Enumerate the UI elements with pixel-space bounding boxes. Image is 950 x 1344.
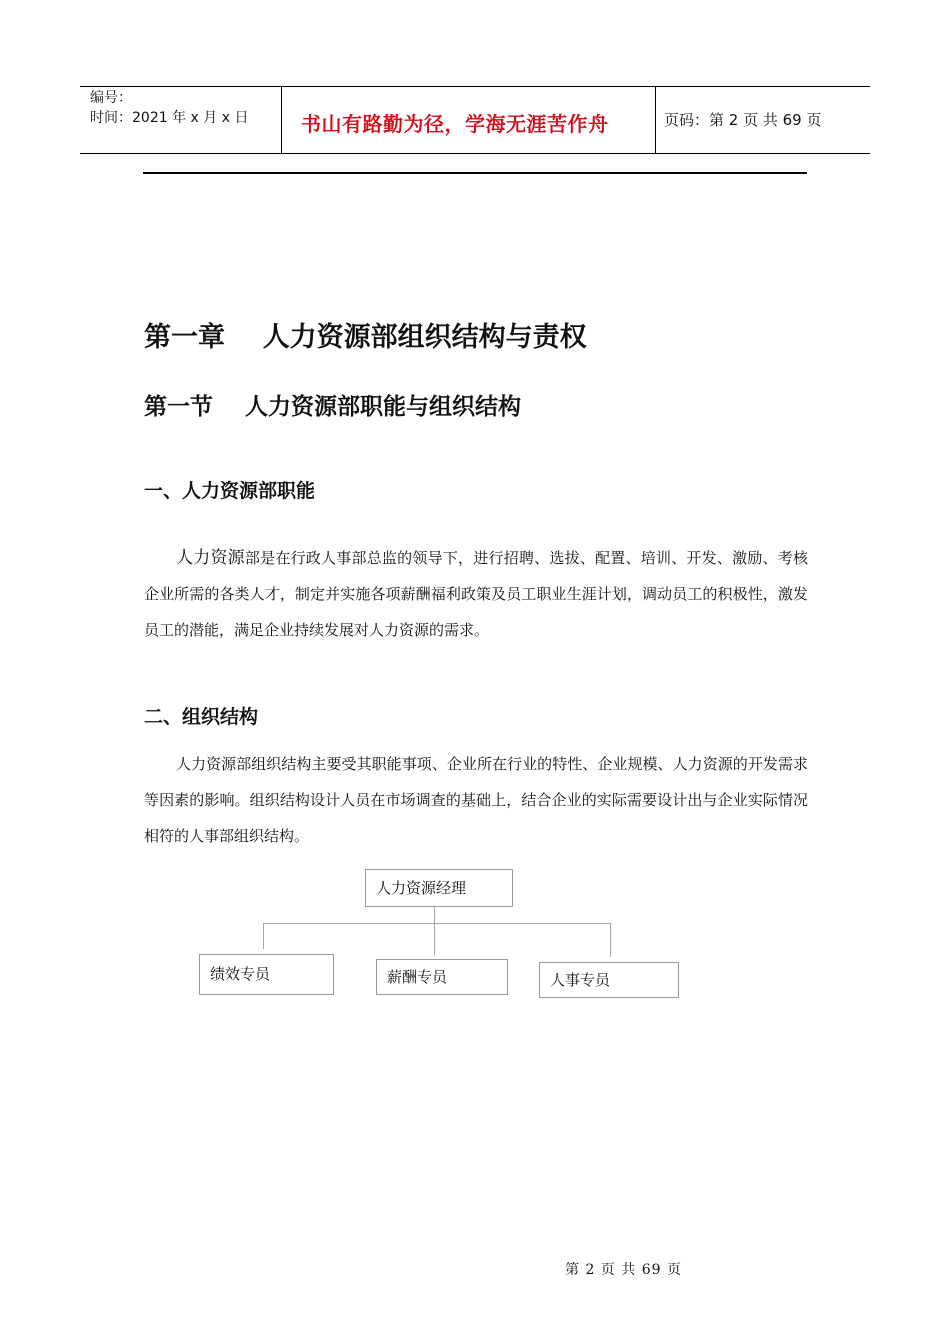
org-child-label: 绩效专员 bbox=[210, 965, 271, 983]
org-child-label: 薪酬专员 bbox=[387, 968, 448, 986]
chapter-title: 第一章 人力资源部组织结构与责权 bbox=[144, 322, 587, 353]
part1-body-text: 部是在行政人事部总监的领导下，进行招聘、选拔、配置、培训、开发、激励、考核企业所需的各类人才，制定并实施各项薪酬福利政策及员工职业生涯计划，调动员工的积极性，激发员工的潜能，满足企业持续发展对人力资源的需求。 bbox=[144, 549, 808, 639]
org-child-label: 人事专员 bbox=[550, 971, 611, 989]
org-left-connector bbox=[263, 923, 264, 949]
header-divider-left bbox=[281, 86, 282, 154]
part2-paragraph: 人力资源部组织结构主要受其职能事项、企业所在行业的特性、企业规模、人力资源的开发需求等因素的影响。组织结构设计人员在市场调查的基础上，结合企业的实际需要设计出与企业实际情况相符的人事部组织结构。 bbox=[144, 755, 808, 845]
header-page-info: 页码：第 2 页 共 69 页 bbox=[664, 111, 822, 129]
part1-lead-text: 人力资源 bbox=[176, 548, 245, 568]
org-root-connector bbox=[434, 907, 435, 955]
page-footer: 第 2 页 共 69 页 bbox=[565, 1262, 682, 1278]
header-top-border bbox=[80, 86, 870, 87]
header-rule bbox=[143, 172, 807, 174]
part1-paragraph bbox=[144, 540, 808, 648]
org-horizontal-connector bbox=[263, 923, 611, 924]
header-number-label: 编号： bbox=[90, 90, 132, 106]
org-child-box bbox=[376, 959, 508, 995]
org-child-box bbox=[539, 962, 679, 998]
org-root-label: 人力资源经理 bbox=[376, 879, 467, 897]
section-title: 第一节 人力资源部职能与组织结构 bbox=[144, 394, 522, 420]
org-child-box bbox=[199, 954, 334, 995]
part2-heading: 二、组织结构 bbox=[144, 706, 259, 728]
org-root-box bbox=[365, 869, 513, 907]
header-motto: 书山有路勤为径，学海无涯苦作舟 bbox=[301, 112, 609, 136]
part1-heading: 一、人力资源部职能 bbox=[144, 480, 316, 502]
header-divider-right bbox=[655, 86, 656, 154]
header-time-label: 时间：2021 年 x 月 x 日 bbox=[90, 110, 249, 126]
header-bottom-border bbox=[80, 153, 870, 154]
org-right-connector bbox=[610, 923, 611, 957]
